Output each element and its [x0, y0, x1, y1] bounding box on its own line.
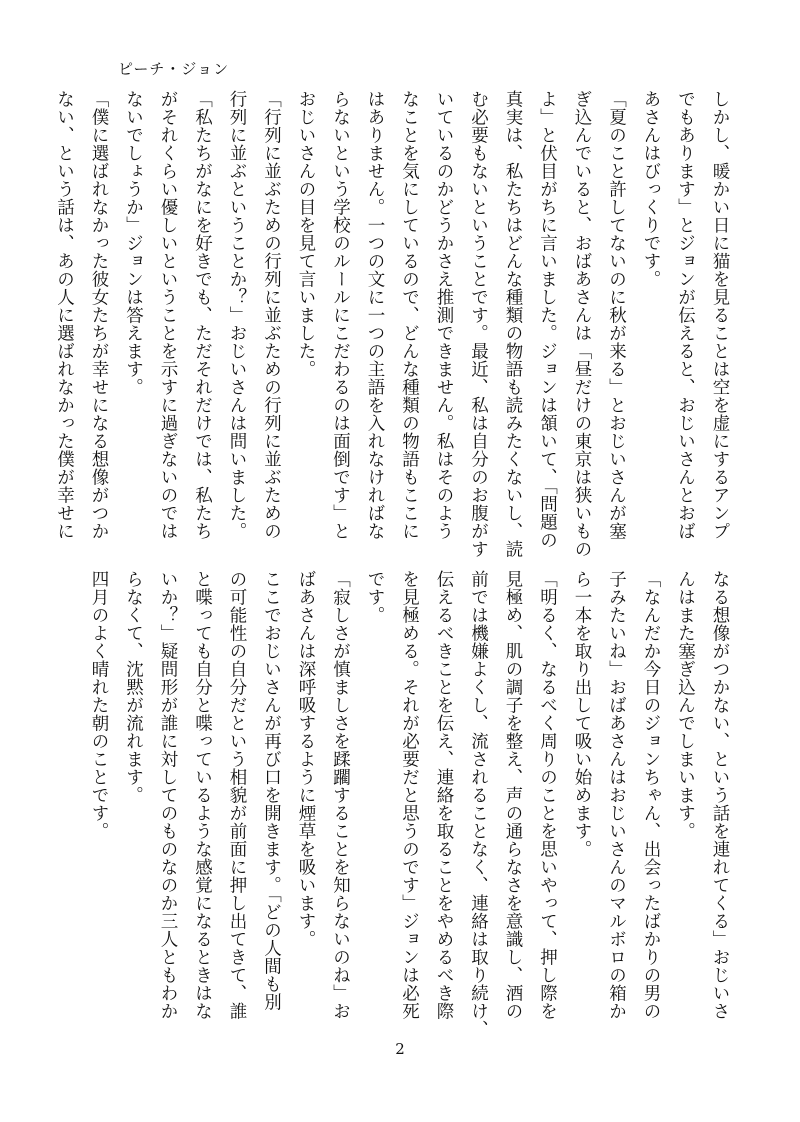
text-line: でもあります」とジョンが伝えると、おじいさんとおば	[675, 90, 696, 540]
text-line: らなくて、沈黙が流れます。	[123, 570, 144, 804]
text-line: 四月のよく晴れた朝のことです。	[89, 570, 109, 840]
text-line: なる想像がつかない、という話を連れてくる」おじいさ	[710, 570, 730, 1020]
text-line: 伝えるべきことを伝え、連絡を取ることをやめるべき際	[434, 570, 454, 1020]
text-line: いか？」疑問形が誰に対してのものなのか三人ともわか	[158, 570, 178, 1020]
text-line: ぎ込んでいると、おばあさんは「昼だけの東京は狭いもの	[572, 90, 592, 558]
text-line: ない、という話は、あの人に選ばれなかった僕が幸せに	[54, 90, 75, 540]
text-line: いているのかどうかさえ推測できません。私はそのよう	[434, 90, 454, 540]
text-line: 「私たちがなにを好きでも、ただそれだけでは、私たち	[192, 90, 213, 540]
text-line: はありません。一つの文に一つの主語を入れなければな	[365, 90, 385, 540]
text-line: 見極め、肌の調子を整え、声の通らなさを意識し、酒の	[503, 570, 523, 1020]
text-line: んはまた塞ぎ込んでしまいます。	[675, 570, 696, 840]
text-line: 子みたいね」おばあさんはおじいさんのマルボロの箱か	[606, 570, 627, 1020]
text-line: む必要もないということです。最近、私は自分のお腹がす	[468, 90, 489, 558]
page-number: 2	[395, 1040, 405, 1058]
text-line: おじいさんの目を見て言いました。	[296, 90, 316, 378]
body-text-lower	[89, 570, 737, 1038]
text-line: なことを気にしているので、どんな種類の物語もここに	[399, 90, 420, 540]
text-line: らないという学校のルールにこだわるのは面倒です」と	[330, 90, 351, 540]
text-line: 「夏のこと許してないのに秋が来る」とおじいさんが塞	[606, 90, 627, 540]
text-line: 「なんだか今日のジョンちゃん、出会ったばかりの男の	[641, 570, 661, 1020]
running-title: ピーチ・ジョン	[118, 60, 230, 78]
text-line: 「寂しさが慎ましさを蹂躙することを知らないのね」お	[330, 570, 351, 1020]
text-line: 「僕に選ばれなかった彼女たちが幸せになる想像がつか	[89, 90, 109, 540]
text-line: を見極める。それが必要だと思うのです」ジョンは必死	[399, 570, 420, 1020]
text-line: よ」と伏目がちに言いました。ジョンは頷いて、「問題の	[537, 90, 558, 550]
text-line: です。	[365, 570, 385, 624]
text-line: しかし、暖かい日に猫を見ることは空を虚にするアンプ	[710, 90, 730, 540]
text-line: 「明るく、なるべく周りのことを思いやって、押し際を	[537, 570, 558, 1020]
text-line: 真実は、私たちはどんな種類の物語も読みたくないし、読	[503, 90, 523, 558]
text-line: と喋っても自分と喋っているような感覚になるときはな	[192, 570, 213, 1020]
text-line: ないでしょうか」ジョンは答えます。	[123, 90, 144, 396]
text-line: の可能性の自分だという相貌が前面に押し出てきて、誰	[227, 570, 247, 1020]
text-line: がそれくらい優しいということを示すに過ぎないのでは	[158, 90, 178, 540]
text-line: ばあさんは深呼吸するように煙草を吸います。	[296, 570, 316, 948]
text-line: 行列に並ぶということか？」おじいさんは問いました。	[227, 90, 247, 540]
body-text-upper	[54, 90, 737, 558]
text-line: 「行列に並ぶための行列に並ぶための行列に並ぶための	[261, 90, 282, 540]
text-line: ここでおじいさんが再び口を開きます。「どの人間も別	[261, 570, 282, 1012]
text-line: 前では機嫌よくし、流されることなく、連絡は取り続け、	[468, 570, 489, 1038]
text-line: ら一本を取り出して吸い始めます。	[572, 570, 592, 858]
text-line: あさんはびっくりです。	[641, 90, 661, 288]
